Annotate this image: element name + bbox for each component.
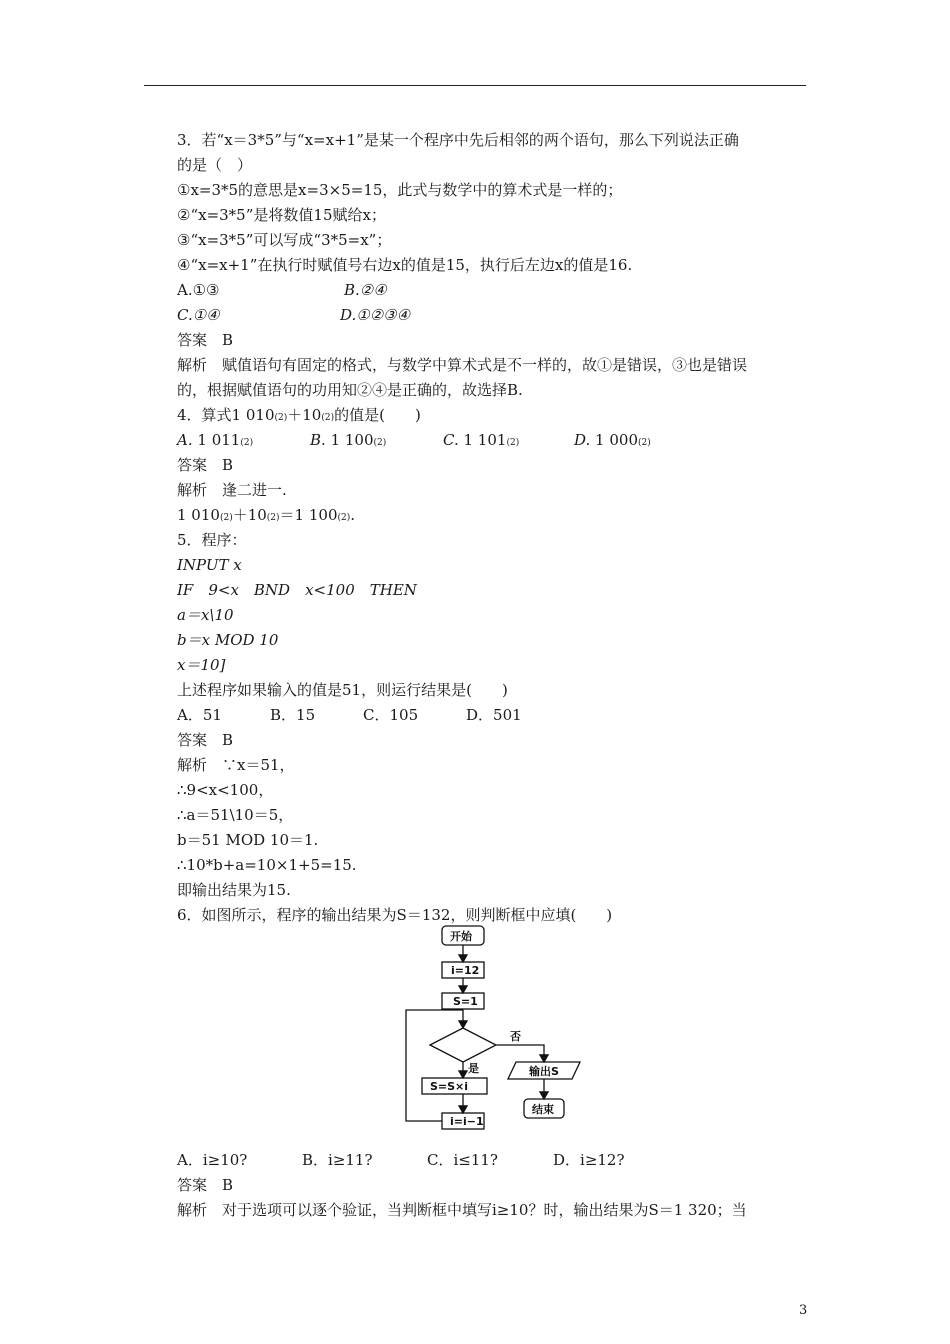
flowchart <box>398 918 598 1143</box>
q5-stem: 5．程序： <box>177 531 247 549</box>
q6-option-d: D．i≥12? <box>553 1151 625 1169</box>
q4-option-d: D. 1 000(2) <box>574 431 651 449</box>
q6-options <box>177 1150 625 1170</box>
q5-options <box>177 705 522 725</box>
q5-analysis-line4: b＝51 MOD 10＝1. <box>177 831 319 849</box>
q6-option-c: C．i≤11? <box>427 1151 498 1169</box>
q5-option-b: B．15 <box>270 706 316 724</box>
q4-calc: 1 010(2)＋10(2)＝1 100(2). <box>177 506 356 524</box>
q5-analysis-line5: ∴10*b+a=10×1+5=15. <box>177 856 357 874</box>
flow-multiply-label: S=S×i <box>430 1080 469 1093</box>
q5-analysis-line6: 即输出结果为15. <box>177 881 291 899</box>
q5-code-line5: x＝10] <box>177 656 226 674</box>
q5-code-line2: IF 9<x BND x<100 THEN <box>177 581 417 599</box>
q6-answer: 答案 B <box>177 1176 234 1194</box>
q3-options-row2 <box>177 305 410 325</box>
q5-analysis-line3: ∴a＝51\10＝5， <box>177 806 294 824</box>
q5-option-c: C．105 <box>363 706 419 724</box>
q3-option-d: D.①②③④ <box>340 306 411 324</box>
flow-end-label: 结束 <box>532 1103 554 1116</box>
flow-no-label: 否 <box>510 1030 521 1043</box>
q3-stem-line2: 的是（ ） <box>177 156 253 174</box>
q5-code-line4: b＝x MOD 10 <box>177 631 279 649</box>
q5-analysis-line1: 解析 ∵x＝51， <box>177 756 295 774</box>
q5-answer: 答案 B <box>177 731 234 749</box>
flow-init-s-label: S=1 <box>453 995 478 1008</box>
q3-answer: 答案 B <box>177 331 234 349</box>
q3-statement-4: ④“x=x+1”在执行时赋值号右边x的值是15，执行后左边x的值是16. <box>177 256 633 274</box>
q4-option-b: B. 1 100(2) <box>310 431 387 449</box>
q3-analysis-line1: 解析 赋值语句有固定的格式，与数学中算术式是不一样的，故①是错误，③也是错误 <box>177 356 748 374</box>
q3-statement-3: ③“x=3*5”可以写成“3*5=x”； <box>177 231 392 249</box>
header-rule <box>144 85 806 86</box>
q5-code-line3: a＝x\10 <box>177 606 234 624</box>
q5-option-a: A．51 <box>177 706 222 724</box>
q6-option-a: A．i≥10? <box>177 1151 248 1169</box>
q4-option-c: C. 1 101(2) <box>443 431 520 449</box>
q4-options <box>177 430 651 453</box>
q3-stem-line1: 3．若“x＝3*5”与“x=x+1”是某一个程序中先后相邻的两个语句，那么下列说法正确 <box>177 131 739 149</box>
flow-start-label: 开始 <box>450 930 472 943</box>
q3-options-row1 <box>177 280 387 300</box>
q3-analysis-line2: 的，根据赋值语句的功用知②④是正确的，故选择B. <box>177 381 523 399</box>
flow-output-label: 输出S <box>529 1065 559 1078</box>
flow-decrement-label: i=i−1 <box>450 1115 484 1128</box>
q5-question: 上述程序如果输入的值是51，则运行结果是( ) <box>177 681 508 699</box>
flow-yes-label: 是 <box>468 1062 479 1075</box>
q5-code-line1: INPUT x <box>177 556 242 574</box>
q3-option-c: C.①④ <box>177 306 220 324</box>
flow-decision-diamond <box>430 1028 496 1062</box>
q4-option-a: A. 1 011(2) <box>177 431 254 449</box>
q4-analysis: 解析 逢二进一. <box>177 481 287 499</box>
q3-statement-2: ②“x=3*5”是将数值15赋给x； <box>177 206 386 224</box>
q5-analysis-line2: ∴9<x<100， <box>177 781 274 799</box>
q5-option-d: D．501 <box>466 706 522 724</box>
q3-option-a: A.①③ <box>177 281 220 299</box>
q4-stem: 4．算式1 010(2)＋10(2)的值是( ) <box>177 406 421 424</box>
q4-answer: 答案 B <box>177 456 234 474</box>
q6-stem: 6．如图所示，程序的输出结果为S＝132，则判断框中应填( ) <box>177 906 613 924</box>
q6-option-b: B．i≥11? <box>302 1151 373 1169</box>
q3-option-b: B.②④ <box>344 281 387 299</box>
page-number: 3 <box>799 1303 808 1318</box>
flow-init-i-label: i=12 <box>451 964 480 977</box>
q6-analysis-line1: 解析 对于选项可以逐个验证，当判断框中填写i≥10？时，输出结果为S＝1 320；当 <box>177 1201 747 1219</box>
q3-statement-1: ①x=3*5的意思是x=3×5=15，此式与数学中的算术式是一样的； <box>177 181 623 199</box>
